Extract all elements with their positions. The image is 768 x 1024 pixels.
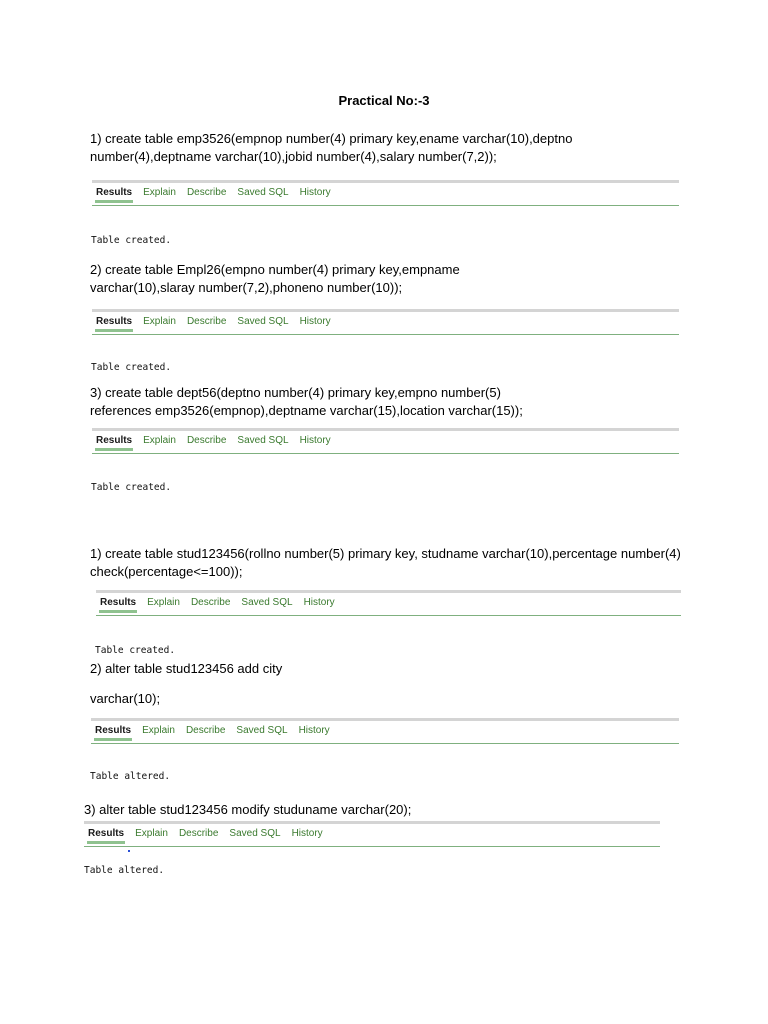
page-title: Practical No:-3 bbox=[338, 93, 430, 108]
sql-output-2: Table created. bbox=[91, 362, 172, 371]
sql-statement-6: 3) alter table stud123456 modify studuname varchar(20); bbox=[84, 802, 412, 817]
tab-history[interactable]: History bbox=[299, 435, 331, 446]
tab-saved-sql[interactable]: Saved SQL bbox=[237, 316, 289, 327]
tab-describe[interactable]: Describe bbox=[186, 187, 227, 198]
results-tab-bar-5 bbox=[91, 718, 679, 744]
tab-history[interactable]: History bbox=[303, 597, 335, 608]
sql-statement-4: 1) create table stud123456(rollno number(5) primary key, studname varchar(10),percentage number(4) check(percentage<=100)); bbox=[90, 546, 681, 579]
tab-results[interactable]: Results bbox=[100, 597, 137, 608]
tab-results[interactable]: Results bbox=[96, 187, 133, 198]
tab-results[interactable]: Results bbox=[96, 435, 133, 446]
tab-saved-sql[interactable]: Saved SQL bbox=[229, 828, 281, 839]
tab-describe[interactable]: Describe bbox=[186, 316, 227, 327]
tab-explain[interactable]: Explain bbox=[143, 435, 176, 446]
results-tab-bar-6 bbox=[84, 821, 660, 847]
tab-results[interactable]: Results bbox=[96, 316, 133, 327]
sql-statement-5: 2) alter table stud123456 add city varchar(10); bbox=[90, 661, 283, 706]
tab-results[interactable]: Results bbox=[88, 828, 125, 839]
sql-output-1: Table created. bbox=[91, 235, 172, 244]
sql-output-3: Table created. bbox=[91, 482, 172, 491]
sql-output-4: Table created. bbox=[95, 645, 176, 654]
sql-statement-3: 3) create table dept56(deptno number(4) primary key,empno number(5) references emp3526(empnop),deptname varchar(15),location varchar(15)); bbox=[90, 385, 523, 418]
sql-statement-2: 2) create table Empl26(empno number(4) primary key,empname varchar(10),slaray number(7,2),phoneno number(10)); bbox=[90, 262, 460, 295]
results-tab-bar-1 bbox=[92, 180, 679, 206]
tab-history[interactable]: History bbox=[299, 187, 331, 198]
cursor-mark bbox=[128, 850, 130, 852]
tab-describe[interactable]: Describe bbox=[190, 597, 231, 608]
tab-results[interactable]: Results bbox=[95, 725, 132, 736]
results-tab-bar-4 bbox=[96, 590, 681, 616]
tab-history[interactable]: History bbox=[299, 316, 331, 327]
tab-saved-sql[interactable]: Saved SQL bbox=[236, 725, 288, 736]
tab-history[interactable]: History bbox=[291, 828, 323, 839]
tab-describe[interactable]: Describe bbox=[185, 725, 226, 736]
sql-statement-1: 1) create table emp3526(empnop number(4) primary key,ename varchar(10),deptno number(4),deptname varchar(10),jobid number(4),salary number(7,2)); bbox=[90, 131, 573, 164]
tab-explain[interactable]: Explain bbox=[143, 187, 176, 198]
tab-saved-sql[interactable]: Saved SQL bbox=[237, 187, 289, 198]
tab-explain[interactable]: Explain bbox=[135, 828, 168, 839]
tab-describe[interactable]: Describe bbox=[178, 828, 219, 839]
tab-explain[interactable]: Explain bbox=[143, 316, 176, 327]
tab-explain[interactable]: Explain bbox=[142, 725, 175, 736]
sql-output-5: Table altered. bbox=[90, 771, 171, 782]
results-tab-bar-3 bbox=[92, 428, 679, 454]
tab-explain[interactable]: Explain bbox=[147, 597, 180, 608]
tab-saved-sql[interactable]: Saved SQL bbox=[241, 597, 293, 608]
results-tab-bar-2 bbox=[92, 309, 679, 335]
tab-saved-sql[interactable]: Saved SQL bbox=[237, 435, 289, 446]
tab-history[interactable]: History bbox=[298, 725, 330, 736]
sql-output-6: Table altered. bbox=[84, 865, 165, 876]
tab-describe[interactable]: Describe bbox=[186, 435, 227, 446]
